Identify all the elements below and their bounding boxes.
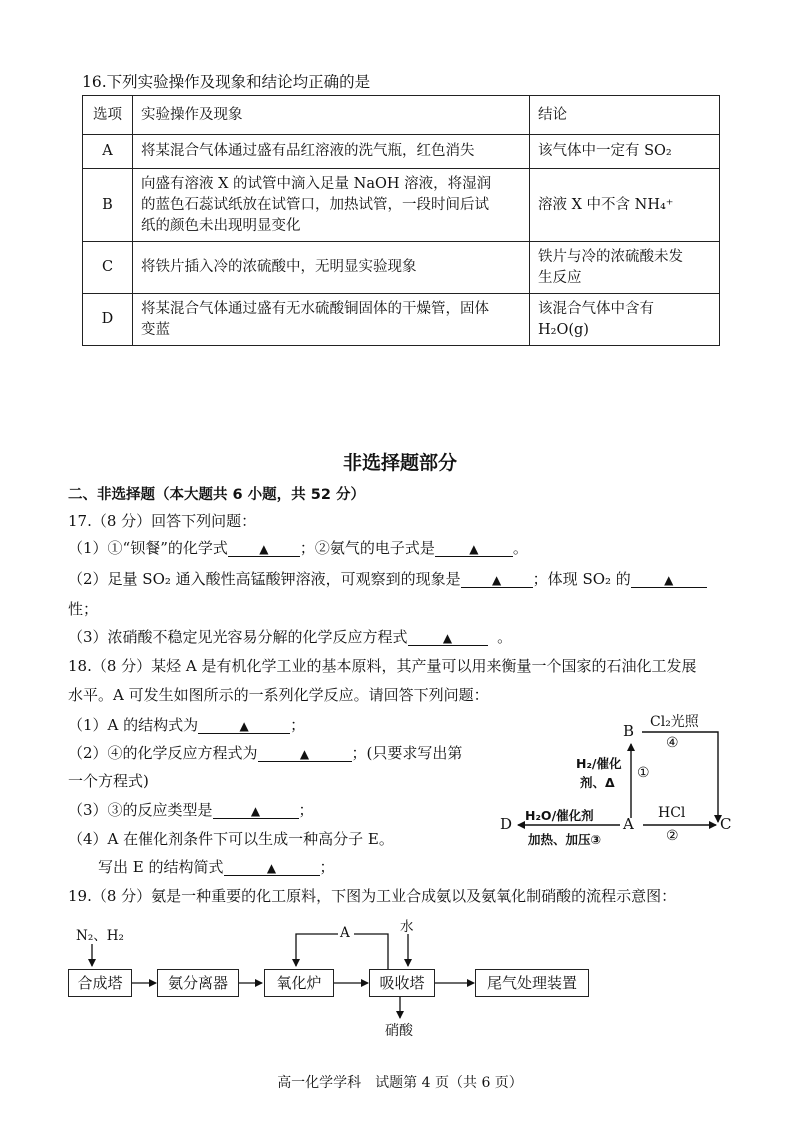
- question-17-title: 17.（8 分）回答下列问题：: [68, 512, 257, 530]
- box-synthesis-tower: 合成塔: [68, 969, 132, 997]
- answer-blank[interactable]: ▲: [461, 570, 533, 588]
- box-absorption-tower: 吸收塔: [369, 969, 435, 997]
- answer-blank[interactable]: ▲: [258, 744, 352, 762]
- row-operation: 将铁片插入冷的浓硫酸中，无明显实验现象: [133, 242, 530, 294]
- question-19-title: 19.（8 分）氨是一种重要的化工原料，下图为工业合成氨以及氨氧化制硝酸的流程示意图：: [68, 887, 677, 905]
- answer-blank[interactable]: ▲: [408, 628, 488, 646]
- question-18-stem-line-1: 18.（8 分）某烃 A 是有机化学工业的基本原料，其产量可以用来衡量一个国家的石油化工发展: [68, 657, 697, 675]
- question-17-part-2: （2）足量 SO₂ 通入酸性高锰酸钾溶液，可观察到的现象是 ▲ ；体现 SO₂ 的 ▲: [68, 568, 707, 589]
- label-a-to-b-number: ①: [637, 765, 650, 781]
- label-nitric-acid: 硝酸: [385, 1023, 413, 1039]
- row-operation: 将某混合气体通过盛有品红溶液的洗气瓶，红色消失: [133, 135, 530, 169]
- question-18-part-4-prompt: 写出 E 的结构简式 ▲ ；: [98, 858, 335, 876]
- answer-blank[interactable]: ▲: [228, 539, 300, 557]
- node-a: A: [623, 815, 634, 833]
- node-b: B: [623, 722, 635, 740]
- answer-blank[interactable]: ▲: [213, 801, 299, 819]
- question-18-part-1: （1）A 的结构式为 ▲ ；: [68, 716, 306, 734]
- row-conclusion: 该混合气体中含有 H₂O(g): [530, 294, 720, 346]
- label-b-to-c: Cl₂光照: [650, 714, 699, 730]
- question-18-part-2-end: 一个方程式): [68, 772, 149, 790]
- row-operation: 将某混合气体通过盛有无水硫酸铜固体的干燥管，固体 变蓝: [133, 294, 530, 346]
- section-subtitle: 二、非选择题（本大题共 6 小题，共 52 分）: [68, 487, 365, 503]
- row-option: B: [83, 169, 133, 242]
- answer-blank[interactable]: ▲: [435, 539, 513, 557]
- question-16-title: 16.下列实验操作及现象和结论均正确的是: [82, 73, 371, 91]
- section-title: 非选择题部分: [342, 452, 457, 474]
- header-conclusion: 结论: [530, 96, 720, 135]
- question-17-part-1: （1）①“钡餐”的化学式 ▲ ；②氨气的电子式是 ▲ 。: [68, 539, 528, 557]
- question-17-part-2-end: 性；: [68, 600, 99, 618]
- label-a-to-c-number: ②: [666, 828, 679, 844]
- label-water: 水: [400, 919, 414, 935]
- question-17-part-3: （3）浓硝酸不稳定见光容易分解的化学反应方程式 ▲ 。: [68, 628, 513, 646]
- row-option: A: [83, 135, 133, 169]
- question-18-part-2: （2）④的化学反应方程式为 ▲ ；(只要求写出第: [68, 744, 463, 762]
- header-option: 选项: [83, 96, 133, 135]
- question-18-part-3: （3）③的反应类型是 ▲ ；: [68, 801, 314, 819]
- header-operation: 实验操作及现象: [133, 96, 530, 135]
- label-a-to-b-line-1: H₂/催化: [576, 756, 622, 771]
- row-conclusion: 溶液 X 中不含 NH₄⁺: [530, 169, 720, 242]
- answer-blank[interactable]: ▲: [631, 570, 707, 588]
- row-option: C: [83, 242, 133, 294]
- label-recycle: A: [340, 925, 350, 941]
- label-a-to-b-line-2: 剂、Δ: [580, 775, 615, 790]
- answer-blank[interactable]: ▲: [224, 858, 320, 876]
- label-feed-gases: N₂、H₂: [76, 928, 124, 944]
- label-a-to-d-line-2: 加热、加压③: [528, 832, 602, 847]
- answer-blank[interactable]: ▲: [198, 716, 290, 734]
- label-a-to-d-line-1: H₂O/催化剂: [525, 808, 594, 823]
- page-footer: 高一化学学科 试题第 4 页（共 6 页）: [277, 1075, 523, 1091]
- row-conclusion: 铁片与冷的浓硫酸未发 生反应: [530, 242, 720, 294]
- arrow-recycle: [296, 934, 338, 966]
- label-b-to-c-number: ④: [666, 735, 679, 751]
- node-c: C: [720, 815, 732, 833]
- label-a-to-c: HCl: [658, 805, 686, 821]
- box-tail-gas-treatment: 尾气处理装置: [475, 969, 589, 997]
- box-ammonia-separator: 氨分离器: [157, 969, 239, 997]
- question-18-part-4: （4）A 在催化剂条件下可以生成一种高分子 E。: [68, 830, 394, 848]
- row-option: D: [83, 294, 133, 346]
- row-conclusion: 该气体中一定有 SO₂: [530, 135, 720, 169]
- node-d: D: [500, 815, 513, 833]
- row-operation: 向盛有溶液 X 的试管中滴入足量 NaOH 溶液，将湿润 的蓝色石蕊试纸放在试管口，加热试管，一段时间后试 纸的颜色未出现明显变化: [133, 169, 530, 242]
- box-oxidation-furnace: 氧化炉: [264, 969, 334, 997]
- question-18-stem-line-2: 水平。A 可发生如图所示的一系列化学反应。请回答下列问题：: [68, 686, 489, 704]
- recycle-line: [354, 934, 388, 969]
